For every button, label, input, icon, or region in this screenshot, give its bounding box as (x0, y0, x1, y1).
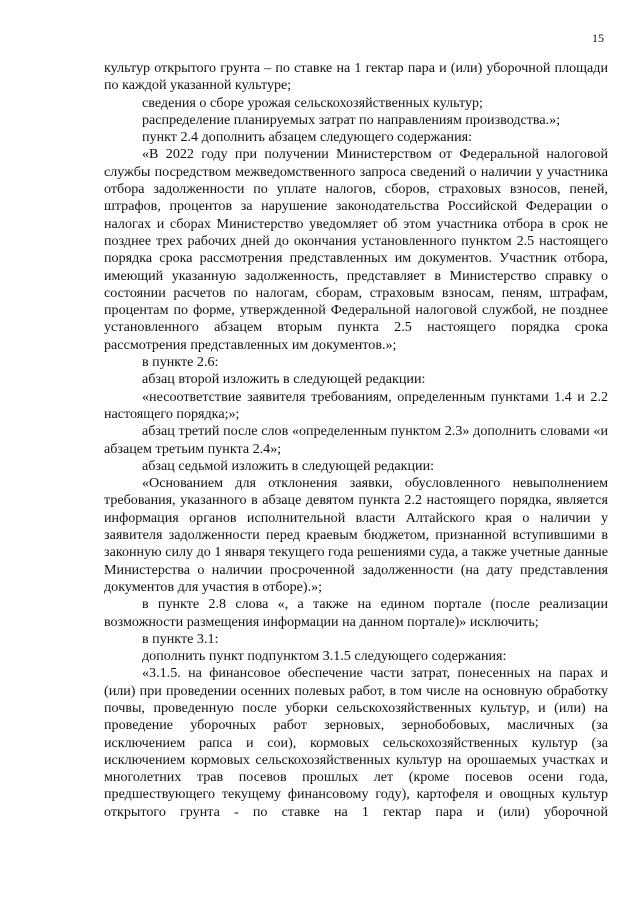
paragraph: в пункте 2.8 слова «, а также на едином портале (после реализации возможности размещения информации на данном портале)» исключить; (104, 596, 608, 630)
page-number: 15 (592, 31, 604, 45)
paragraph: «В 2022 году при получении Министерством от Федеральной налоговой службы посредством межведомственного запроса сведений о наличии у участника отбора задолженности по уплате налогов, сборов, страховых взносов, пеней, штрафов, процентов за нарушение законодательства Российской Федерации о налогах и сборах Министерство уведомляет об этом участника отбора в срок не позднее трех рабочих дней до окончания установленного пунктом 2.5 настоящего порядка срока рассмотрения представленных им документов. Участник отбора, имеющий указанную задолженность, представляет в Министерство справку о состоянии расчетов по налогам, сборам, страховым взносам, пеням, штрафам, процентам по форме, утвержденной Федеральной налоговой службой, не позднее установленного абзацем вторым пункта 2.5 настоящего порядка срока рассмотрения представленных им документов.»; (104, 146, 608, 353)
paragraph: в пункте 3.1: (142, 630, 219, 647)
paragraph: абзац второй изложить в следующей редакции: (142, 371, 426, 388)
paragraph: абзац седьмой изложить в следующей редакции: (142, 457, 435, 474)
paragraph: «3.1.5. на финансовое обеспечение части затрат, понесенных на парах и (или) при проведении осенних полевых работ, в том числе на основную обработку почвы, проведенную после уборки сельскохозяйственных культур, и (или) на проведение уборочных работ зерновых, зернобобовых, масличных (за исключением рапса и сои), кормовых сельскохозяйственных культур (за исключением кормовых сельскохозяйственных культур на орошаемых участках и многолетних трав посевов прошлых лет (кроме посевов осени года, предшествующего текущему финансовому году), картофеля и овощных культур открытого грунта - по ставке на 1 гектар пара и (или) уборочной (104, 665, 608, 820)
paragraph: дополнить пункт подпунктом 3.1.5 следующего содержания: (142, 648, 507, 665)
paragraph: в пункте 2.6: (142, 354, 219, 371)
paragraph: «Основанием для отклонения заявки, обусловленного невыполнением требования, указанного в абзаце девятом пункта 2.2 настоящего порядка, является информация органов исполнительной власти Алтайского края о наличии у заявителя задолженности перед краевым бюджетом, признанной вступившими в законную силу до 1 января текущего года решениями суда, а также учетные данные Министерства о наличии просроченной задолженности (на дату представления документов для участия в отборе).»; (104, 475, 608, 595)
paragraph: «несоответствие заявителя требованиям, определенным пунктами 1.4 и 2.2 настоящего порядка;»; (104, 388, 608, 422)
paragraph: распределение планируемых затрат по направлениям производства.»; (142, 111, 561, 128)
paragraph: абзац третий после слов «определенным пунктом 2.3» дополнить словами «и абзацем третьим пункта 2.4»; (104, 423, 608, 457)
document-body (104, 60, 608, 821)
paragraph: сведения о сборе урожая сельскохозяйственных культур; (142, 94, 483, 111)
paragraph: пункт 2.4 дополнить абзацем следующего содержания: (142, 129, 473, 146)
paragraph: культур открытого грунта – по ставке на 1 гектар пара и (или) уборочной площади по каждой указанной культуре; (104, 60, 608, 94)
